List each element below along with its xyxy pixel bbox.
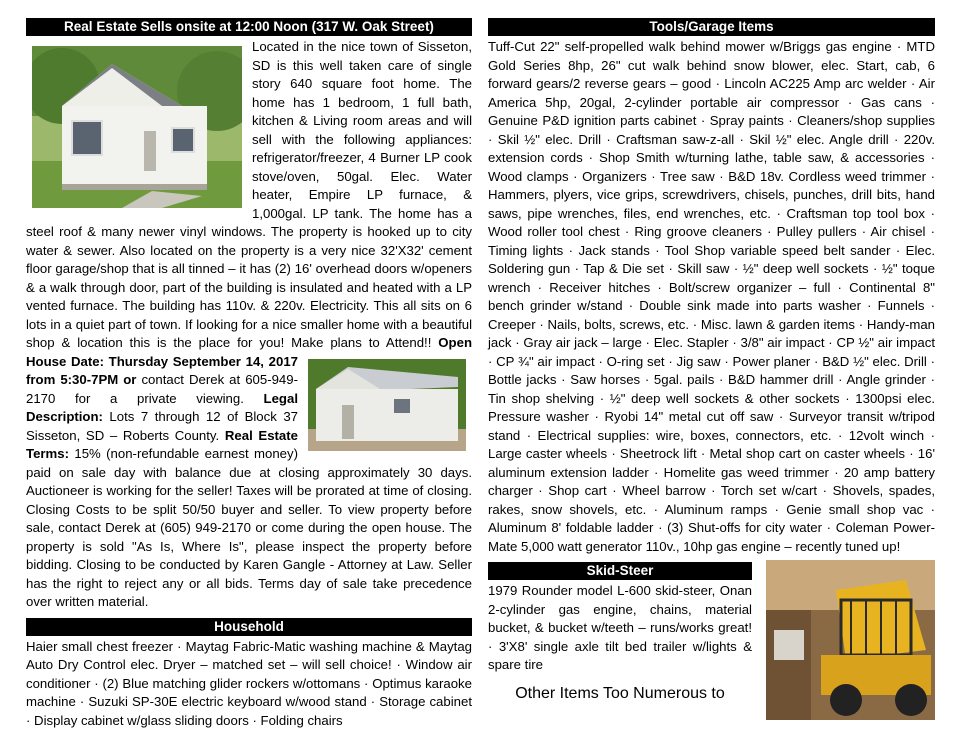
household-header: Household: [26, 618, 472, 636]
real-estate-intro: Located in the nice town of Sisseton, SD is this well taken care of single story 640 square foot home. The home has 1 bedroom, 1 full bath, kitchen & Living room areas and will sell with the following appliances: refrigerator/freezer, 4 Burner LP cook stove/oven, 50gal. Elec. Water heater, Empire LP furnace, & 1,000gal. LP tank. The home has a steel roof & many newer vinyl windows. The property is hooked up to city water & sewer. Also located on the property is a very nice 32'X32' cement floor garage/shop that is all tinned – it has (2) 16' overhead doors w/openers & a walk through door, part of the building is insulated and heated with a LP vented furnace. The building has 110v. & 220v. Electricity. This all sits on 6 lots in a quiet part of town. If looking for a nice smaller home with a beautiful shop & location this is the place for you! Make plans to Attend!!: [26, 39, 472, 350]
house-photo: [32, 46, 242, 208]
left-column: [26, 0, 472, 730]
other-items-note: Other Items Too Numerous to: [488, 685, 752, 703]
skid-steer-header: Skid-Steer: [488, 562, 752, 580]
garage-photo: [308, 359, 466, 451]
household-text: Haier small chest freezer · Maytag Fabric-Matic washing machine & Maytag Auto Dry Control elec. Dryer – matched set – will sell choice! · Window air conditioner · (2) Blue matching glider rockers w/ottomans · Optimus karaoke machine · Suzuki SP-30E electric keyboard w/wood stand · Storage cabinet · Display cabinet w/glass sliding doors · Folding chairs: [26, 638, 472, 730]
open-house-rest: contact Derek at 605-949-2170 for a private viewing.: [26, 372, 298, 406]
real-estate-header: Real Estate Sells onsite at 12:00 Noon (317 W. Oak Street): [26, 18, 472, 36]
tools-header: Tools/Garage Items: [488, 18, 935, 36]
terms-label: Real Estate Terms:: [26, 428, 298, 462]
real-estate-body: [26, 38, 472, 612]
legal-text: Lots 7 through 12 of Block 37 Sisseton, SD – Roberts County.: [26, 409, 298, 443]
right-column: [488, 0, 935, 703]
terms-text: 15% (non-refundable earnest money) paid on sale day with balance due at closing approximately 30 days. Auctioneer is working for the seller! Taxes will be prorated at time of closing. Closing Costs to be split 50/50 buyer and seller. To view property before sale, contact Derek at (605) 949-2170 or come during the open house. The property is sold "As Is, Where Is", please inspect the property before bidding. Closing to be conducted by Karen Gangle - Attorney at Law. Seller has the right to reject any or all bids. Terms day of sale take precedence over written material.: [26, 446, 472, 609]
skid-steer-photo: [766, 560, 935, 720]
tools-text: Tuff-Cut 22" self-propelled walk behind mower w/Briggs gas engine · MTD Gold Series 8hp, 26" cut walk behind snow blower, elec. Start, cab, 6 forward gears/2 reverse gears – good · Lincoln AC225 Amp arc welder · Air America 5hp, 20gal, 2-cylinder portable air compressor · Gas cans · Genuine P&D ignition parts cabinet · Spray paints · Cleaners/shop supplies · Skil ½" elec. Drill · Craftsman saw-z-all · Skil ½" elec. Angle drill · 220v. extension cords · Shop Smith w/turning lathe, table saw, & accessories · Wood clamps · Organizers · Tree saw · B&D 18v. Cordless weed trimmer · Hammers, plyers, vice grips, screwdrivers, chisels, punches, drill bits, hand saws, pipe wrenches, files, end wrenches, etc. · Craftsman top tool box · Wood roller tool chest · Ring groove cleaners · Pulley pullers · Air chisel · Timing lights · Jack stands · Tool Shop variable speed belt sander · Elec. Soldering gun · Tap & Die set · Skill saw · ½" deep well sockets · ½" toque wrench · Receiver hitches · Bolt/screw organizer – full · Continental 8" bench grinder w/stand · Double sink made into parts washer · Funnels · Creeper · Nails, bolts, screws, etc. · Misc. lawn & garden items · Handy-man jack · Gray air jack – large · Elec. Stapler · 3/8" air impact · CP ½" air impact · CP ¾" air impact · O-ring set · Jig saw · Power planer · B&D ½" elec. Drill · Bottle jacks · Saw horses · 5gal. pails · B&D hammer drill · Angle grinder · Tin shop shelving · ½" deep well sockets & other sockets · 1300psi elec. Pressure washer · Ryobi 14" metal cut off saw · Surveyor transit w/tripod stand · Electrical supplies: wire, boxes, connectors, etc. · 12volt winch · Large caster wheels · Sheetrock lift · Metal shop cart on caster wheels · 16' aluminum extension ladder · Homelite gas weed trimmer · 20 amp battery charger · Shop cart · Wheel barrow · Torch set w/cart · Shovels, spades, rakes, snow shovels, etc. · Aluminum ramps · Genie small shop vac · Aluminum 8' foldable ladder · (3) Shut-offs for city water · Coleman Power-Mate 5,000 watt generator 110v., 10hp gas engine – recently tuned up!: [488, 38, 935, 556]
open-house-bold: Open House Date: Thursday September 14, 2017 from 5:30-7PM or: [26, 335, 472, 387]
skid-steer-text: 1979 Rounder model L-600 skid-steer, Onan 2-cylinder gas engine, chains, material bucket, & bucket w/teeth – runs/works great! · 3'X8' single axle tilt bed trailer w/lights & spare tire: [488, 582, 752, 675]
skid-steer-section: [488, 562, 935, 703]
legal-label: Legal Description:: [26, 391, 298, 425]
